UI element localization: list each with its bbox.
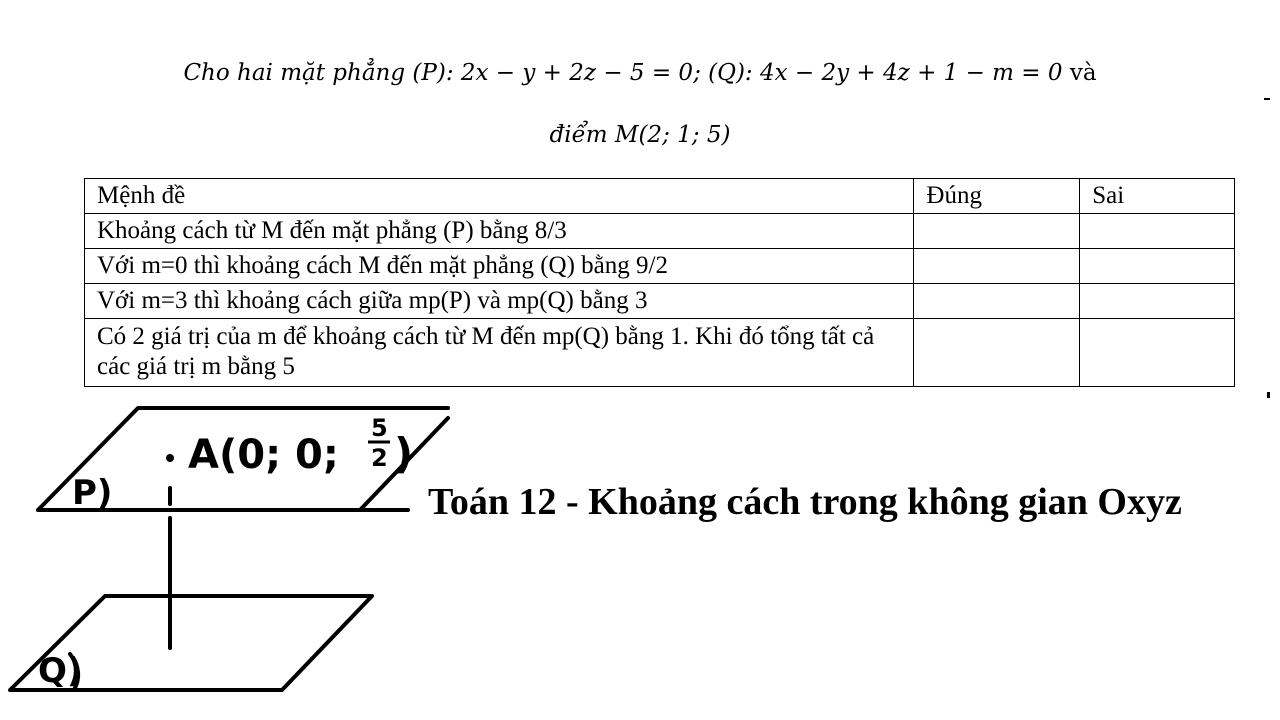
conjunction: và (1069, 60, 1097, 86)
edge-mark (1267, 392, 1270, 398)
table-header-row (85, 179, 1235, 214)
true-cell[interactable] (914, 319, 1080, 387)
header-statement: Mệnh đề (85, 179, 914, 214)
false-cell[interactable] (1080, 214, 1235, 249)
problem-line-2 (0, 122, 1280, 148)
planes-sketch (0, 400, 460, 700)
statement-cell: Với m=3 thì khoảng cách giữa mp(P) và mp(Q) bằng 3 (85, 284, 914, 319)
statement-cell: Có 2 giá trị của m để khoảng cách từ M đến mp(Q) bằng 1. Khi đó tổng tất cả các giá trị m bằng 5 (85, 319, 914, 387)
label-q: Q) (38, 651, 83, 691)
true-cell[interactable] (914, 249, 1080, 284)
point-m: M(2; 1; 5) (614, 122, 731, 148)
point-intro: điểm (549, 122, 615, 148)
table-row (85, 319, 1235, 387)
plane-p-equation: (P): 2x − y + 2z − 5 = 0; (412, 60, 709, 86)
true-cell[interactable] (914, 284, 1080, 319)
false-cell[interactable] (1080, 284, 1235, 319)
video-title-banner: Toán 12 - Khoảng cách trong không gian Oxyz (428, 481, 1182, 523)
edge-mark (1264, 98, 1270, 100)
true-cell[interactable] (914, 214, 1080, 249)
label-p: P) (72, 473, 113, 513)
point-a-dot (166, 454, 174, 462)
header-false: Sai (1080, 179, 1235, 214)
problem-intro: Cho hai mặt phẳng (183, 60, 413, 86)
table-row (85, 249, 1235, 284)
statement-cell: Khoảng cách từ M đến mặt phẳng (P) bằng 8/3 (85, 214, 914, 249)
table-row (85, 214, 1235, 249)
fraction-denominator: 2 (371, 444, 388, 472)
problem-line-1 (0, 60, 1280, 86)
plane-q-equation: (Q): 4x − 2y + 4z + 1 − m = 0 (708, 60, 1070, 86)
header-true: Đúng (914, 179, 1080, 214)
fraction-numerator: 5 (371, 414, 388, 442)
point-a-label: A(0; 0; (188, 432, 339, 478)
false-cell[interactable] (1080, 319, 1235, 387)
point-a-close: ) (394, 429, 414, 478)
true-false-table (84, 178, 1235, 387)
false-cell[interactable] (1080, 249, 1235, 284)
statement-cell: Với m=0 thì khoảng cách M đến mặt phẳng (Q) bằng 9/2 (85, 249, 914, 284)
table-row (85, 284, 1235, 319)
